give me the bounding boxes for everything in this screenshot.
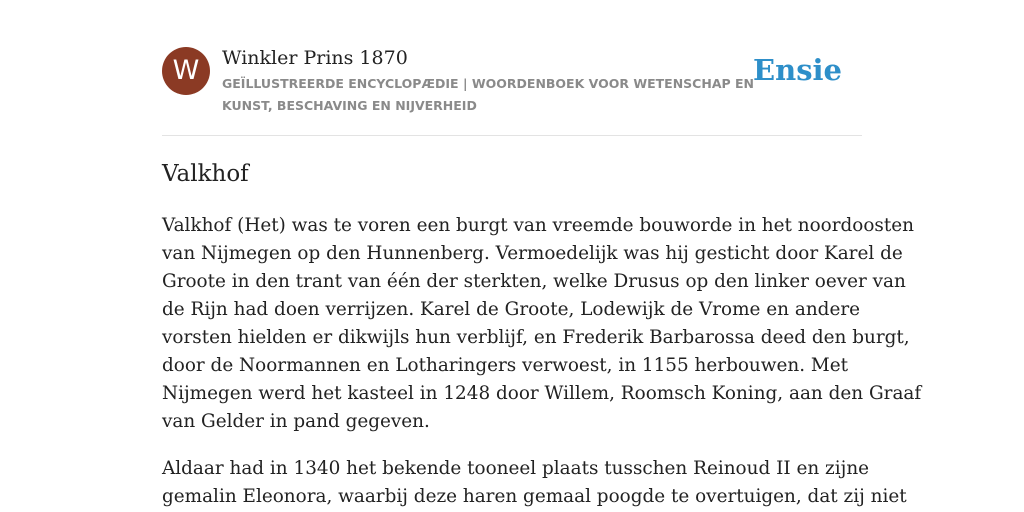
paragraph-line: Groote in den trant van één der sterkten, welke Drusus op den linker oever van xyxy=(162,271,906,292)
content-container xyxy=(162,0,922,507)
source-subtitle xyxy=(222,73,762,117)
paragraph-line: gemalin Eleonora, waarbij deze haren gemaal poogde te overtuigen, dat zij niet xyxy=(162,486,907,507)
source-title[interactable]: Winkler Prins 1870 xyxy=(222,47,408,69)
article-paragraph xyxy=(162,212,922,436)
paragraph-line: van Nijmegen op den Hunnenberg. Vermoedelijk was hij gesticht door Karel de xyxy=(162,243,903,264)
article-paragraph xyxy=(162,455,907,511)
ensie-logo-link[interactable]: Ensie xyxy=(753,53,842,87)
paragraph-line: de Rijn had doen verrijzen. Karel de Groote, Lodewijk de Vrome en andere xyxy=(162,299,861,320)
source-header xyxy=(162,0,862,136)
source-subtitle-line: KUNST, BESCHAVING EN NIJVERHEID xyxy=(222,98,477,113)
paragraph-line: Nijmegen werd het kasteel in 1248 door Willem, Roomsch Koning, aan den Graaf xyxy=(162,383,922,404)
paragraph-line: van Gelder in pand gegeven. xyxy=(162,411,430,432)
paragraph-line: door de Noormannen en Lotharingers verwoest, in 1155 herbouwen. Met xyxy=(162,355,849,376)
source-subtitle-line: GEÏLLUSTREERDE ENCYCLOPÆDIE | WOORDENBOEK VOOR WETENSCHAP EN xyxy=(222,76,755,91)
paragraph-line: Aldaar had in 1340 het bekende tooneel plaats tusschen Reinoud II en zijne xyxy=(162,458,870,479)
article-body xyxy=(162,212,922,512)
paragraph-line: Valkhof (Het) was te voren een burgt van vreemde bouworde in het noordoosten xyxy=(162,215,914,236)
article-title: Valkhof xyxy=(162,161,249,187)
paragraph-line: vorsten hielden er dikwijls hun verblijf, en Frederik Barbarossa deed den burgt, xyxy=(162,327,910,348)
source-avatar[interactable]: W xyxy=(162,47,210,95)
